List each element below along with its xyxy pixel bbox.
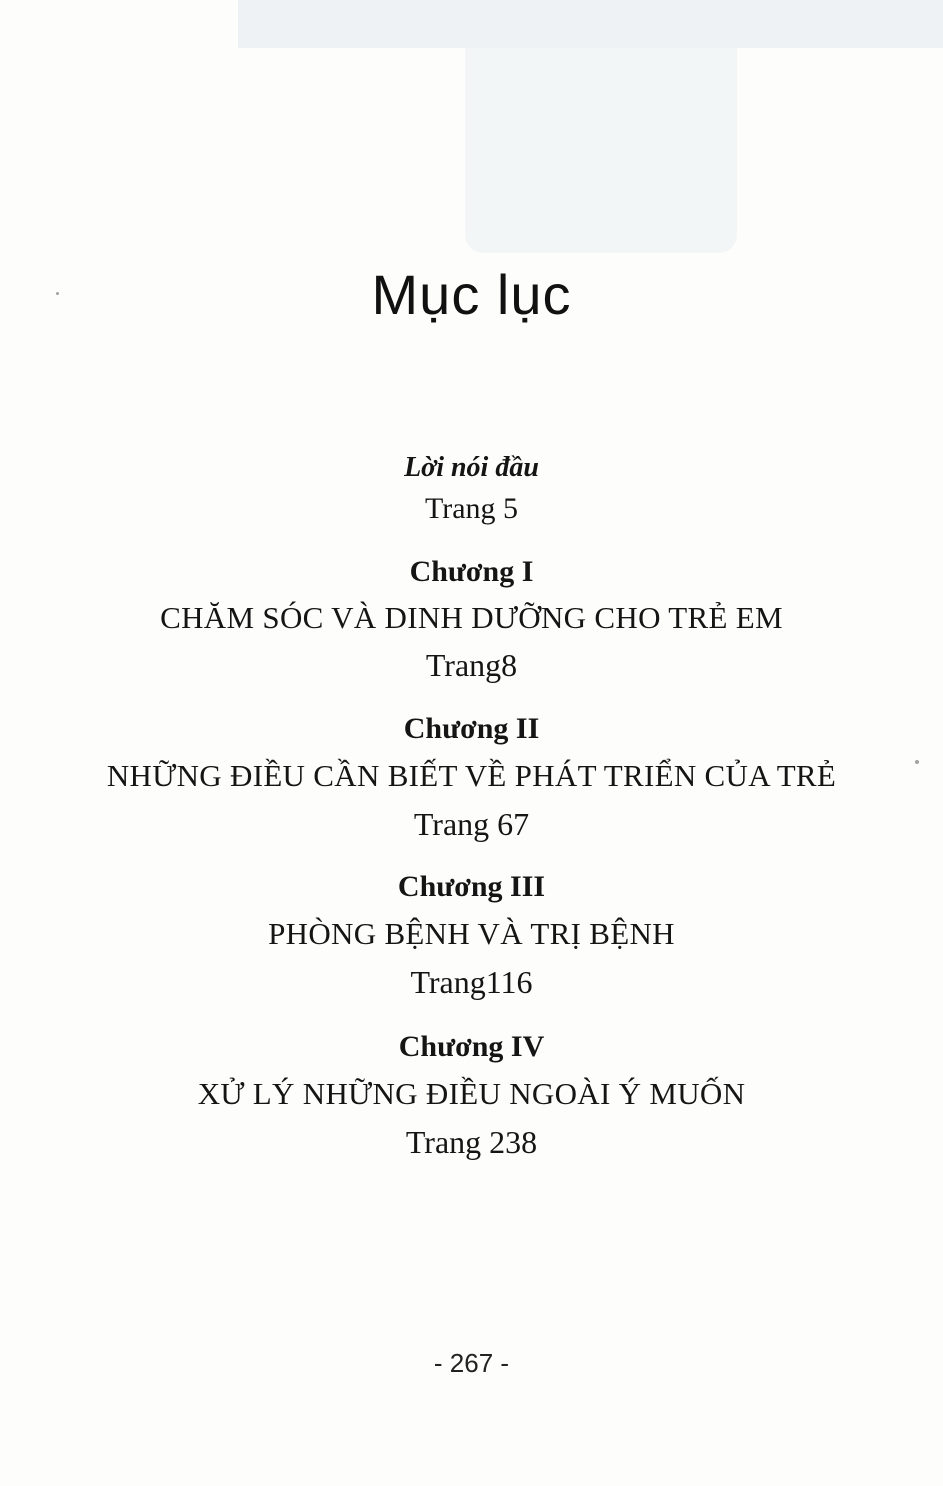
page-title: Mục lục (371, 263, 572, 326)
preface-label: Lời nói đầu (404, 452, 539, 483)
top-bleed-band (238, 0, 943, 48)
chapter-4-title: XỬ LÝ NHỮNG ĐIỀU NGOÀI Ý MUỐN (197, 1076, 746, 1111)
chapter-2-page: Trang 67 (413, 806, 530, 842)
page-number: - 267 - (433, 1348, 510, 1378)
chapter-2-label: Chương II (403, 712, 540, 745)
chapter-4-label: Chương IV (398, 1030, 545, 1063)
chapter-1-label: Chương I (409, 555, 534, 588)
chapter-1-page: Trang8 (425, 647, 518, 683)
chapter-3-page: Trang116 (410, 964, 533, 1000)
paper-speck (56, 292, 59, 295)
chapter-3-label: Chương III (397, 870, 546, 903)
paper-speck (915, 760, 919, 764)
chapter-2-title: NHỮNG ĐIỀU CẦN BIẾT VỀ PHÁT TRIỂN CỦA TRẺ (106, 758, 837, 793)
chapter-1-title: CHĂM SÓC VÀ DINH DƯỠNG CHO TRẺ EM (160, 600, 783, 635)
chapter-4-page: Trang 238 (405, 1124, 538, 1160)
preface-page: Trang 5 (424, 492, 519, 525)
chapter-3-title: PHÒNG BỆNH VÀ TRỊ BỆNH (268, 916, 675, 951)
bleed-through-logo (465, 48, 737, 253)
